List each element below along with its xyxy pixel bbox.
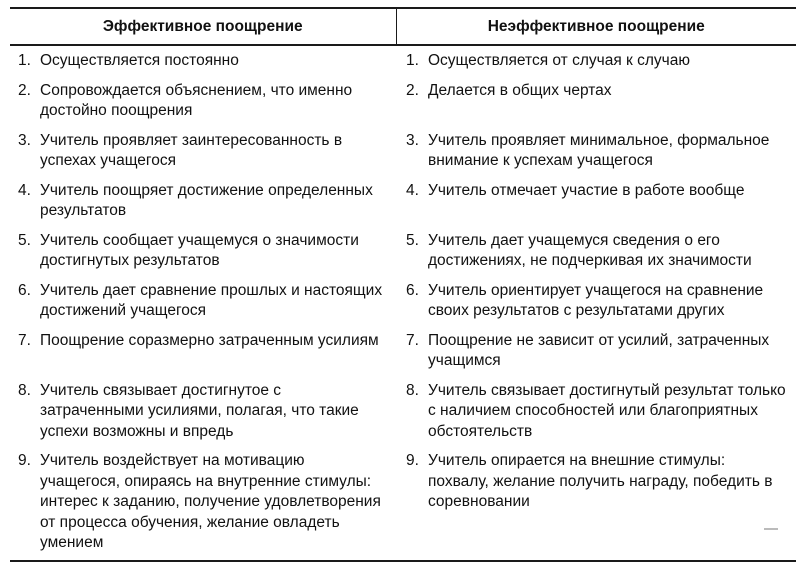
table-row — [10, 126, 796, 176]
ineffective-text: Делается в общих чертах — [428, 81, 612, 99]
ineffective-text: Поощрение не зависит от усилий, затраченных учащимся — [428, 331, 770, 369]
item-number: 9. — [406, 452, 419, 469]
item-number: 8. — [406, 381, 419, 399]
item-number: 5. — [406, 231, 419, 249]
effective-text: Учитель дает сравнение прошлых и настоящих достижений учащегося — [40, 281, 383, 319]
item-number: 3. — [406, 131, 419, 149]
ineffective-text: Учитель отмечает участие в работе вообще — [428, 181, 745, 199]
effective-cell — [10, 126, 396, 176]
item-number: 7. — [406, 331, 419, 349]
effective-text: Учитель воздействует на мотивацию учащегося, опираясь на внутренние стимулы: интерес к заданию, получение удовлетворения от процесса обучения, желание овладеть умением — [40, 452, 381, 551]
effective-cell — [10, 326, 396, 376]
ineffective-text: Учитель дает учащемуся сведения о его достижениях, не подчеркивая их значимости — [428, 231, 752, 269]
effective-text: Учитель проявляет заинтересованность в успехах учащегося — [40, 131, 343, 169]
ineffective-text: Учитель связывает достигнутый результат только с наличием способностей или благоприятных обстоятельств — [428, 381, 786, 440]
ineffective-text: Учитель опирается на внешние стимулы: похвалу, желание получить награду, победить в соревновании — [428, 452, 773, 510]
effective-cell — [10, 446, 396, 561]
ineffective-cell — [396, 176, 796, 226]
table-row — [10, 176, 796, 226]
table-body — [10, 45, 796, 561]
item-number: 5. — [18, 231, 31, 249]
item-number: 2. — [18, 81, 31, 99]
ineffective-cell — [396, 76, 796, 126]
effective-cell — [10, 226, 396, 276]
ineffective-text: Учитель ориентирует учащегося на сравнение своих результатов с результатами других — [428, 281, 764, 319]
effective-text: Учитель связывает достигнутое с затраченными усилиями, полагая, что такие успехи возможны и впредь — [40, 381, 359, 440]
effective-text: Сопровождается объяснением, что именно достойно поощрения — [40, 81, 353, 119]
ineffective-text: Осуществляется от случая к случаю — [428, 52, 690, 69]
item-number: 8. — [18, 381, 31, 399]
item-number: 1. — [18, 52, 31, 69]
ineffective-cell — [396, 126, 796, 176]
table-row — [10, 45, 796, 76]
header-effective: Эффективное поощрение — [102, 17, 303, 35]
item-number: 9. — [18, 452, 31, 469]
ineffective-text: Учитель проявляет минимальное, формальное внимание к успехам учащегося — [428, 131, 770, 169]
item-number: 4. — [406, 181, 419, 199]
table-row — [10, 376, 796, 447]
table-row — [10, 76, 796, 126]
effective-cell — [10, 376, 396, 447]
item-number: 1. — [406, 52, 419, 69]
ineffective-cell — [396, 376, 796, 447]
ineffective-cell — [396, 45, 796, 76]
effective-text: Учитель поощряет достижение определенных результатов — [40, 181, 373, 219]
header-ineffective: Неэффективное поощрение — [396, 8, 796, 45]
table-row — [10, 226, 796, 276]
table-row — [10, 326, 796, 376]
table-row — [10, 276, 796, 326]
ineffective-cell — [396, 446, 796, 561]
item-number: 7. — [18, 331, 31, 349]
ineffective-cell — [396, 326, 796, 376]
item-number: 2. — [406, 81, 419, 99]
ineffective-cell — [396, 226, 796, 276]
effective-cell — [10, 45, 396, 76]
document-page — [10, 7, 796, 562]
item-number: 4. — [18, 181, 31, 199]
effective-cell — [10, 176, 396, 226]
ineffective-cell — [396, 276, 796, 326]
scan-artifact — [764, 528, 778, 530]
effective-text: Поощрение соразмерно затраченным усилиям — [40, 331, 379, 349]
item-number: 6. — [18, 281, 31, 299]
effective-text: Осуществляется постоянно — [40, 52, 239, 69]
comparison-table — [10, 7, 796, 562]
effective-cell — [10, 76, 396, 126]
table-row — [10, 446, 796, 561]
item-number: 3. — [18, 131, 31, 149]
table-header-row — [10, 8, 796, 45]
item-number: 6. — [406, 281, 419, 299]
effective-cell — [10, 276, 396, 326]
effective-text: Учитель сообщает учащемуся о значимости достигнутых результатов — [40, 231, 359, 269]
